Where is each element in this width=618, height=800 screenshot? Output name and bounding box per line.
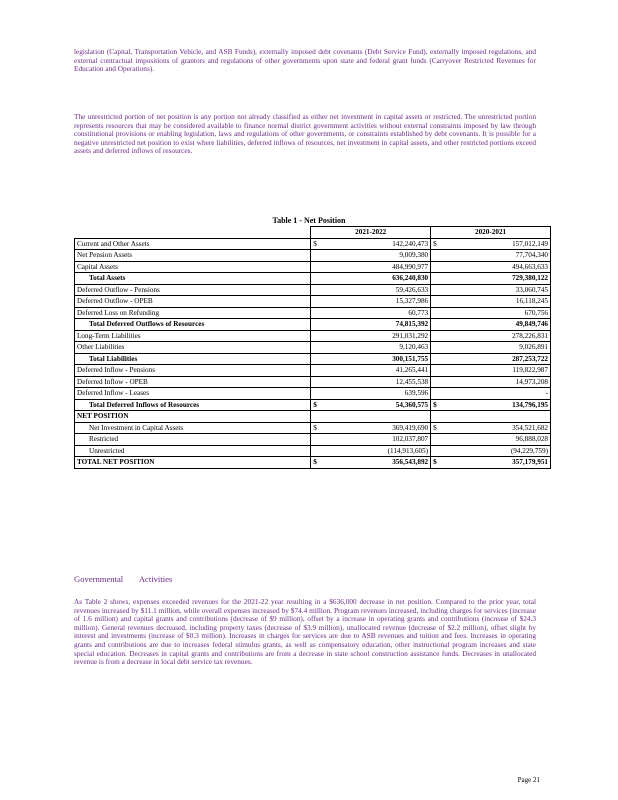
value-current: 142,240,473 — [325, 238, 431, 250]
paragraph-restricted-sources — [74, 48, 536, 74]
table-row — [75, 250, 551, 262]
currency-prior — [431, 411, 445, 423]
paragraph-text: legislation (Capital, Transportation Vehicle, and ASB Funds), externally imposed debt covenants (Debt Service Fund), externally imposed regulations, and external contractual impositions of grantors and regulations of other governments upon state and federal grant funds (Carryover Restricted Revenues for Education and Operations). — [74, 47, 536, 74]
table-row — [75, 422, 551, 434]
value-prior: 119,822,987 — [445, 365, 551, 377]
table-row — [75, 399, 551, 411]
value-prior: 16,118,245 — [445, 296, 551, 308]
row-label: Net Investment in Capital Assets — [75, 422, 311, 434]
currency-current — [311, 445, 325, 457]
value-prior: 278,226,831 — [445, 330, 551, 342]
currency-current — [311, 307, 325, 319]
value-prior: 357,179,951 — [445, 457, 551, 469]
row-label: Total Deferred Inflows of Resources — [75, 399, 311, 411]
currency-prior — [431, 445, 445, 457]
row-label: Unrestricted — [75, 445, 311, 457]
currency-prior: $ — [431, 422, 445, 434]
paragraph-unrestricted — [74, 113, 536, 156]
currency-current: $ — [311, 457, 325, 469]
currency-current: $ — [311, 399, 325, 411]
currency-prior: $ — [431, 399, 445, 411]
currency-prior — [431, 388, 445, 400]
value-current: 636,240,830 — [325, 273, 431, 285]
table-row — [75, 319, 551, 331]
table-row — [75, 330, 551, 342]
value-prior — [445, 411, 551, 423]
currency-current — [311, 330, 325, 342]
row-label: Deferred Loss on Refunding — [75, 307, 311, 319]
currency-current — [311, 365, 325, 377]
value-prior: 670,756 — [445, 307, 551, 319]
value-current: 59,426,633 — [325, 284, 431, 296]
currency-current — [311, 388, 325, 400]
currency-prior — [431, 284, 445, 296]
currency-prior — [431, 250, 445, 262]
currency-prior — [431, 342, 445, 354]
value-prior: 49,849,746 — [445, 319, 551, 331]
value-prior: 134,796,195 — [445, 399, 551, 411]
currency-current — [311, 319, 325, 331]
value-prior: 9,026,891 — [445, 342, 551, 354]
value-current: 41,265,441 — [325, 365, 431, 377]
table-row — [75, 238, 551, 250]
value-current: 12,455,538 — [325, 376, 431, 388]
value-current — [325, 411, 431, 423]
paragraph-governmental-activities — [74, 598, 536, 667]
table-row — [75, 353, 551, 365]
value-current: 15,327,986 — [325, 296, 431, 308]
currency-current — [311, 342, 325, 354]
value-current: 484,990,977 — [325, 261, 431, 273]
net-position-table — [74, 226, 551, 469]
value-prior: 33,060,745 — [445, 284, 551, 296]
value-current: 9,009,380 — [325, 250, 431, 262]
value-current: 356,543,892 — [325, 457, 431, 469]
paragraph-text: The unrestricted portion of net position is any portion not already classified as either net investment in capital assets or restricted. The unrestricted portion represents resources that may be considered available to finance normal district government activities without external constraints imposed by law through constitutional provisions or enabling legislation, laws and regulations of other governments, or constraints established by debt covenants. It is possible for a negative unrestricted net position to exist where liabilities, deferred inflows of resources, net investment in capital assets, and other restricted portions exceed assets and deferred inflows of resources. — [74, 112, 536, 156]
table-row — [75, 365, 551, 377]
row-label: Total Assets — [75, 273, 311, 285]
currency-prior — [431, 319, 445, 331]
value-prior: 729,380,122 — [445, 273, 551, 285]
value-prior: - — [445, 388, 551, 400]
table-row — [75, 296, 551, 308]
row-label: Deferred Inflow - Leases — [75, 388, 311, 400]
value-current: 9,120,463 — [325, 342, 431, 354]
currency-current — [311, 250, 325, 262]
currency-prior — [431, 261, 445, 273]
currency-current: $ — [311, 238, 325, 250]
currency-current — [311, 376, 325, 388]
page-number: Page 21 — [517, 776, 540, 784]
currency-current — [311, 284, 325, 296]
row-label: Total Liabilities — [75, 353, 311, 365]
value-current: (114,913,605) — [325, 445, 431, 457]
header-year-prior: 2020-2021 — [431, 227, 551, 239]
currency-prior — [431, 296, 445, 308]
row-label: Other Liabilities — [75, 342, 311, 354]
header-label — [75, 227, 311, 239]
row-label: Restricted — [75, 434, 311, 446]
row-label: Deferred Outflow - Pensions — [75, 284, 311, 296]
value-prior: 77,704,340 — [445, 250, 551, 262]
currency-current — [311, 261, 325, 273]
value-current: 74,815,392 — [325, 319, 431, 331]
value-prior: 287,253,722 — [445, 353, 551, 365]
currency-current — [311, 411, 325, 423]
row-label: Current and Other Assets — [75, 238, 311, 250]
row-label: NET POSITION — [75, 411, 311, 423]
row-label: Deferred Inflow - OPEB — [75, 376, 311, 388]
table-header-row — [75, 227, 551, 239]
table-row — [75, 307, 551, 319]
currency-prior — [431, 330, 445, 342]
table-title: Table 1 - Net Position — [272, 216, 346, 225]
value-current: 369,419,690 — [325, 422, 431, 434]
table-row — [75, 434, 551, 446]
row-label: Deferred Outflow - OPEB — [75, 296, 311, 308]
row-label: Deferred Inflow - Pensions — [75, 365, 311, 377]
row-label: Long-Term Liabilities — [75, 330, 311, 342]
currency-current — [311, 296, 325, 308]
currency-prior — [431, 365, 445, 377]
table-row — [75, 376, 551, 388]
row-label: Capital Assets — [75, 261, 311, 273]
row-label: Net Pension Assets — [75, 250, 311, 262]
currency-prior — [431, 307, 445, 319]
table-row — [75, 411, 551, 423]
table-body — [75, 238, 551, 468]
table-row — [75, 342, 551, 354]
currency-current — [311, 273, 325, 285]
value-prior: 354,521,682 — [445, 422, 551, 434]
paragraph-text: As Table 2 shows, expenses exceeded revenues for the 2021-22 year resulting in a $636,000 decrease in net position. Compared to the prior year, total revenues increased by $11.1 million, while overall expenses increased by $74.4 million. Program revenues increased, including charges for services (increase of 1.6 million) and capital grants and contributions (decrease of $9 million), offset by a increase in operating grants and contributions (increase of $24.3 million). General revenues decreased, including property taxes (decrease of $3.9 million), unallocated revenue (decrease of $2.2 million), offset slight by interest and investments (increase of $0.3 million). Increases in charges for services are due to ASB revenues and tuition and fees. Increases in operating grants and contributions are due to increases federal stimulus grants, as well as compensatory education, other instructional program increases and state special education. Decreases in capital grants and contributions are from a decrease in state school construction assistance funds. Decreases in unallocated revenue is from a decrease in local debt service tax revenues. — [74, 597, 536, 667]
currency-current: $ — [311, 422, 325, 434]
value-prior: 14,973,208 — [445, 376, 551, 388]
currency-prior — [431, 353, 445, 365]
currency-prior — [431, 434, 445, 446]
currency-current — [311, 434, 325, 446]
row-label: Total Deferred Outflows of Resources — [75, 319, 311, 331]
value-prior: 96,888,028 — [445, 434, 551, 446]
section-heading: Governmental Activities — [74, 574, 173, 584]
value-current: 639,596 — [325, 388, 431, 400]
header-year-current: 2021-2022 — [311, 227, 431, 239]
currency-current — [311, 353, 325, 365]
value-current: 102,037,807 — [325, 434, 431, 446]
value-prior: (94,229,759) — [445, 445, 551, 457]
table-row — [75, 457, 551, 469]
currency-prior: $ — [431, 238, 445, 250]
value-current: 291,031,292 — [325, 330, 431, 342]
currency-prior — [431, 273, 445, 285]
table-row — [75, 284, 551, 296]
value-prior: 494,663,633 — [445, 261, 551, 273]
row-label: TOTAL NET POSITION — [75, 457, 311, 469]
currency-prior — [431, 376, 445, 388]
currency-prior: $ — [431, 457, 445, 469]
table-row — [75, 261, 551, 273]
table-row — [75, 273, 551, 285]
value-prior: 157,012,149 — [445, 238, 551, 250]
value-current: 60,773 — [325, 307, 431, 319]
table-row — [75, 388, 551, 400]
value-current: 54,360,575 — [325, 399, 431, 411]
value-current: 300,151,755 — [325, 353, 431, 365]
table-row — [75, 445, 551, 457]
